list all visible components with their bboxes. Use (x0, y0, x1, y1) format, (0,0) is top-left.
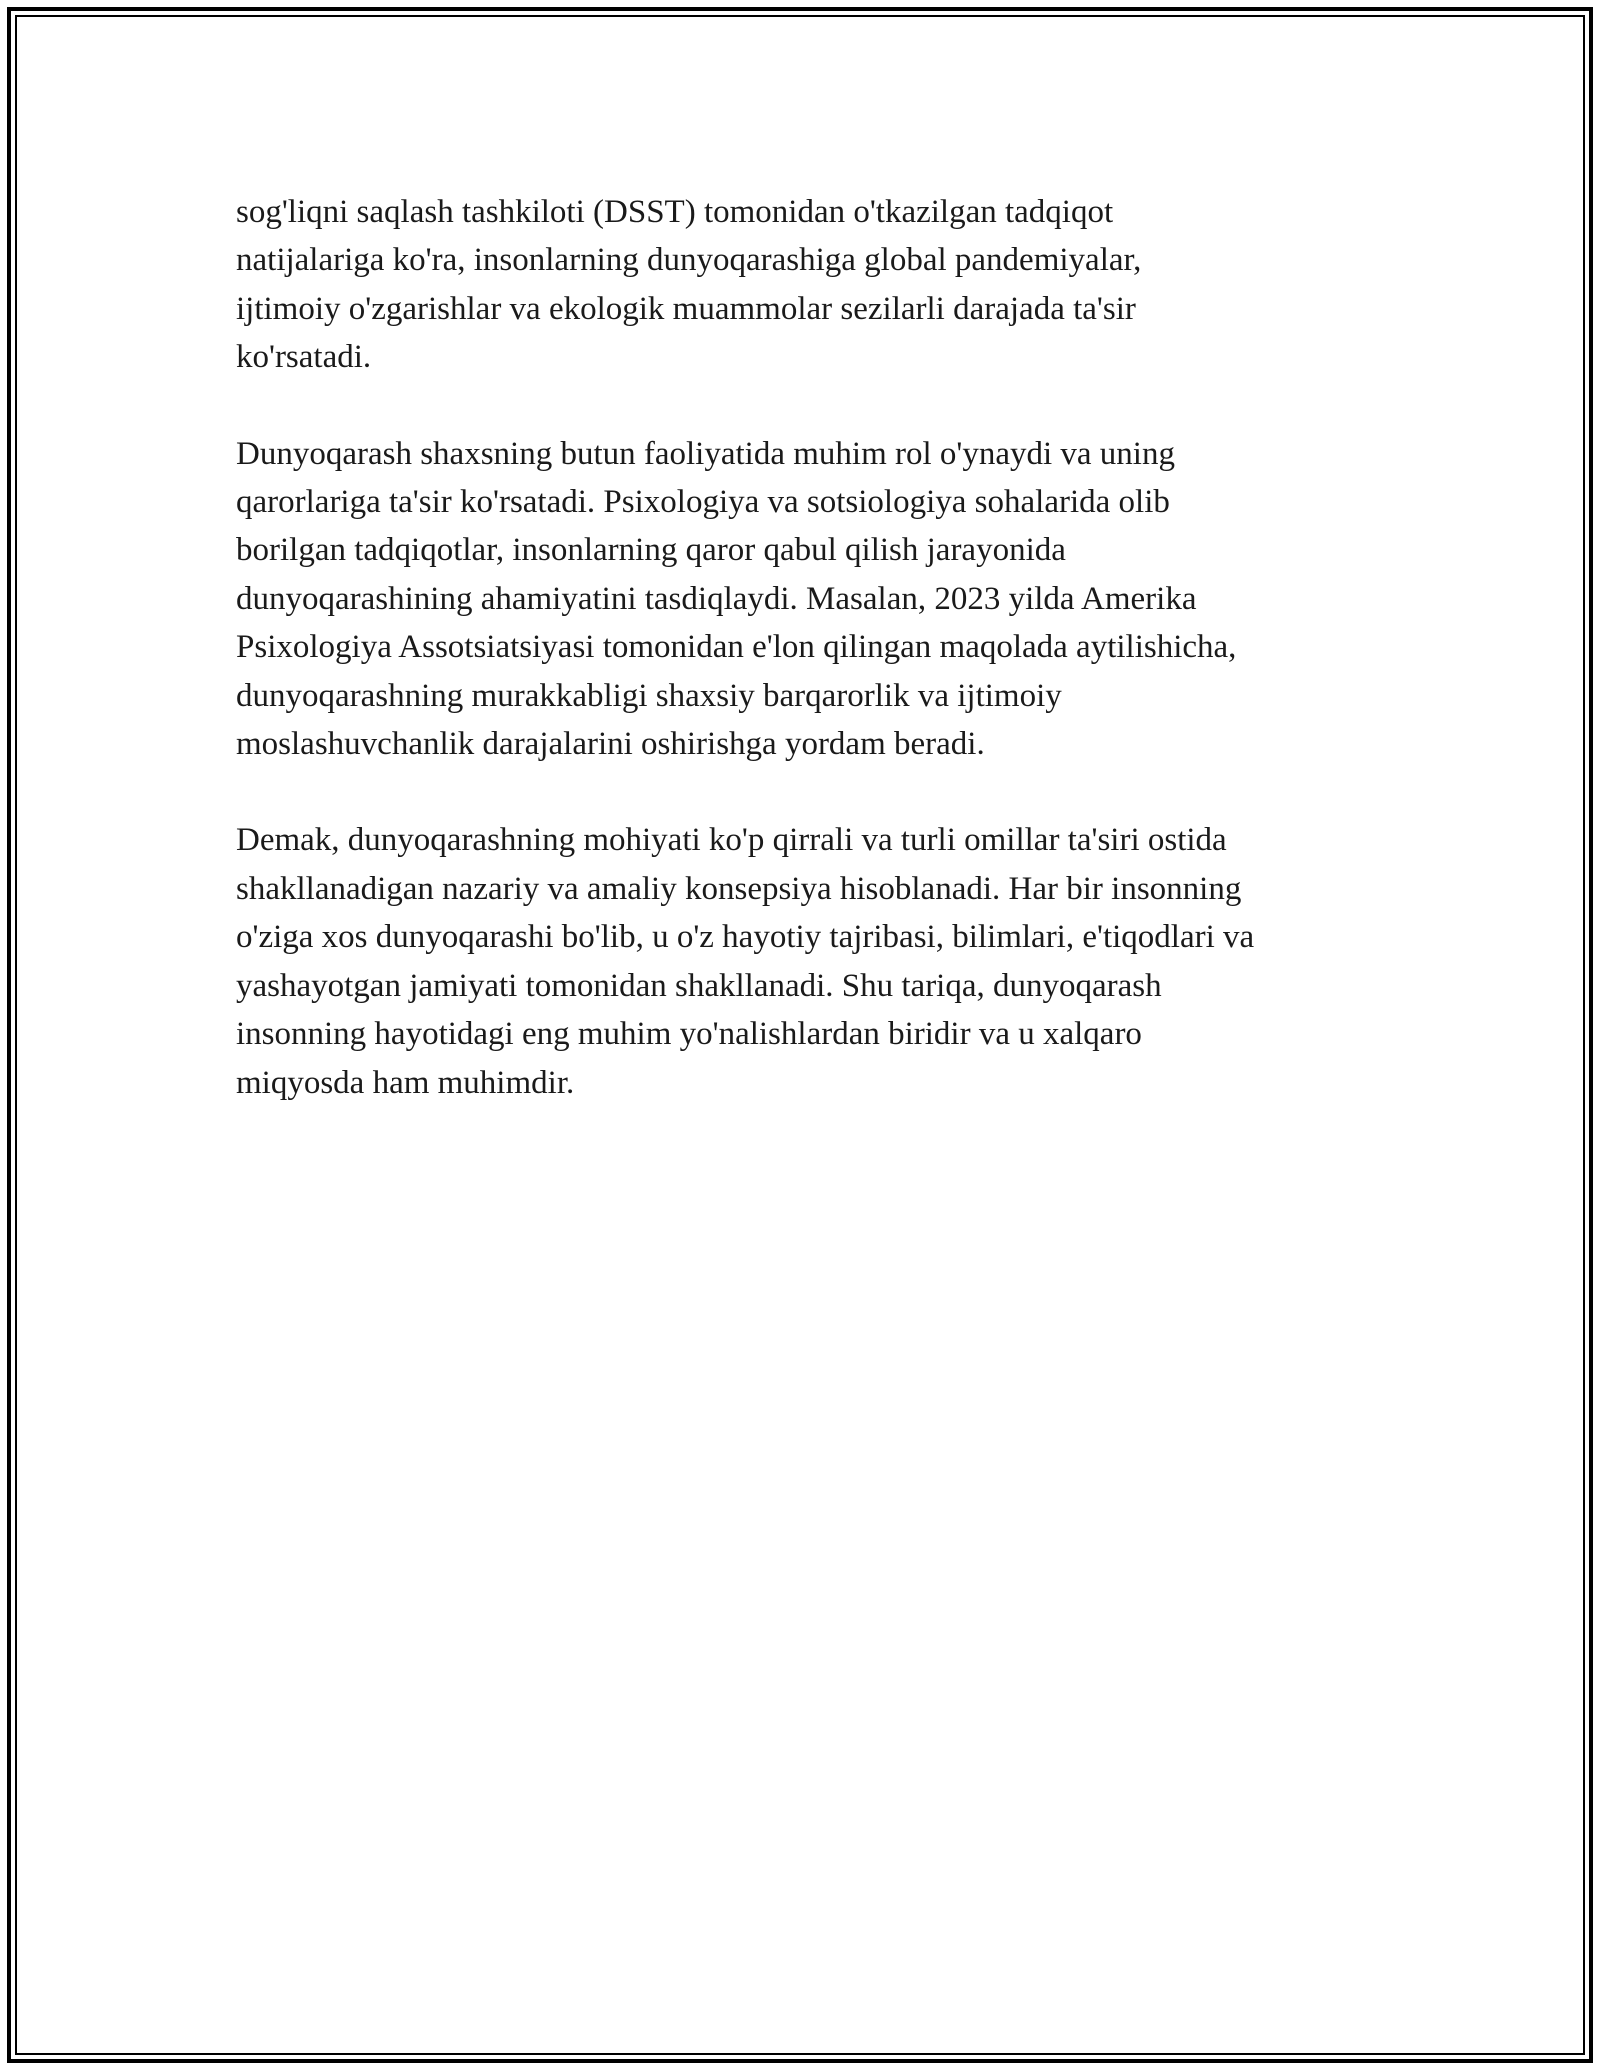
text-line: borilgan tadqiqotlar, insonlarning qaror qabul qilish jarayonida (236, 532, 1066, 569)
text-line: ko'rsatadi. (236, 339, 372, 376)
text-line: o'ziga xos dunyoqarashi bo'lib, u o'z hayotiy tajribasi, bilimlari, e'tiqodlari va (236, 919, 1255, 956)
text-line: ijtimoiy o'zgarishlar va ekologik muammolar sezilarli darajada ta'sir (236, 290, 1136, 327)
text-line: Dunyoqarash shaxsning butun faoliyatida muhim rol o'ynaydi va uning (236, 435, 1175, 472)
text-line: qarorlariga ta'sir ko'rsatadi. Psixologiya va sotsiologiya sohalarida olib (236, 484, 1170, 521)
document-body (236, 188, 1386, 1155)
text-line: Demak, dunyoqarashning mohiyati ko'p qirrali va turli omillar ta'siri ostida (236, 822, 1227, 859)
text-line: insonning hayotidagi eng muhim yo'nalishlardan biridir va u xalqaro (236, 1016, 1142, 1053)
paragraph-3 (236, 816, 1386, 1106)
text-line: moslashuvchanlik darajalarini oshirishga yordam beradi. (236, 726, 985, 763)
paragraph-2 (236, 430, 1386, 769)
paragraph-1 (236, 188, 1386, 382)
text-line: sog'liqni saqlash tashkiloti (DSST) tomonidan o'tkazilgan tadqiqot (236, 194, 1114, 230)
text-line: Psixologiya Assotsiatsiyasi tomonidan e'lon qilingan maqolada aytilishicha, (236, 629, 1237, 666)
text-line: shakllanadigan nazariy va amaliy konsepsiya hisoblanadi. Har bir insonning (236, 870, 1242, 907)
text-line: miqyosda ham muhimdir. (236, 1064, 575, 1101)
text-line: natijalariga ko'ra, insonlarning dunyoqarashiga global pandemiyalar, (236, 242, 1142, 279)
text-line: dunyoqarashining ahamiyatini tasdiqlaydi. Masalan, 2023 yilda Amerika (236, 580, 1197, 617)
text-line: yashayotgan jamiyati tomonidan shakllanadi. Shu tariqa, dunyoqarash (236, 967, 1162, 1004)
text-line: dunyoqarashning murakkabligi shaxsiy barqarorlik va ijtimoiy (236, 677, 1062, 714)
